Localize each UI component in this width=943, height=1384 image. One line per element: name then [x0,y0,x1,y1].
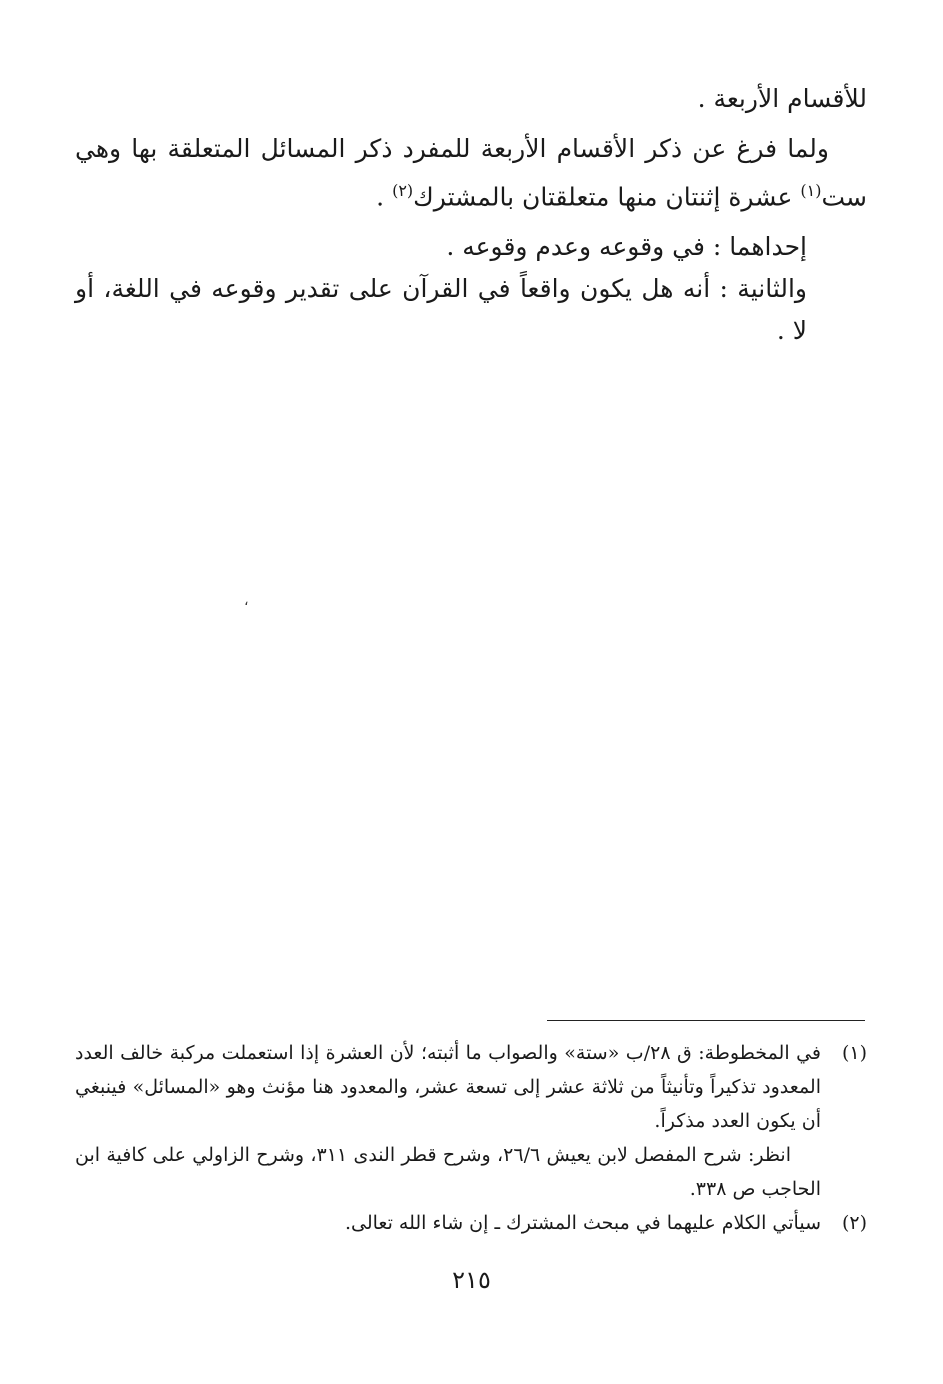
footnote-text: سيأتي الكلام عليهما في مبحث المشترك ـ إن شاء الله تعالى. [344,1212,821,1234]
footnote-number: (٢) [841,1212,867,1234]
main-text-block [75,78,867,352]
footnote-body [75,1036,821,1206]
list-item-first: إحداهما : في وقوعه وعدم وقوعه . [446,232,807,262]
footnote-2 [75,1206,867,1240]
list-item-second: والثانية : أنه هل يكون واقعاً في القرآن على تقدير وقوعه في اللغة، أو لا . [75,274,807,346]
footnote-reference-text: انظر: شرح المفصل لابن يعيش ٢٦/٦، وشرح قطر الندى ٣١١، وشرح الزاولي على كافية ابن الحاجب ص ٣٣٨. [75,1144,821,1200]
stray-mark: ، [244,593,249,609]
footnote-number: (١) [841,1042,867,1064]
page-number: ٢١٥ [452,1266,491,1294]
body-paragraph-mid: عشرة إثنتان منها متعلقتان بالمشترك [413,182,801,212]
body-paragraph [75,128,867,218]
footnotes-section [75,1036,867,1240]
footnote-divider [547,1020,865,1021]
footnote-ref-1[interactable]: (١) [800,181,822,200]
footnote-body [75,1206,821,1240]
footnote-text: في المخطوطة: ق ٢٨/ب «ستة» والصواب ما أثبته؛ لأن العشرة إذا استعملت مركبة خالف العدد المعدود تذكيراً وتأنيثاً من ثلاثة عشر إلى تسعة عشر، والمعدود هنا مؤنث وهو «المسائل» فينبغي أن يكون العدد مذكراً. [75,1042,821,1132]
body-paragraph-end: . [376,182,393,212]
footnote-1 [75,1036,867,1206]
footnote-ref-2[interactable]: (٢) [392,181,414,200]
body-paragraph-text: ولما فرغ عن ذكر الأقسام الأربعة للمفرد ذكر المسائل المتعلقة بها وهي ست [75,134,867,212]
intro-line: للأقسام الأربعة . [697,84,867,113]
